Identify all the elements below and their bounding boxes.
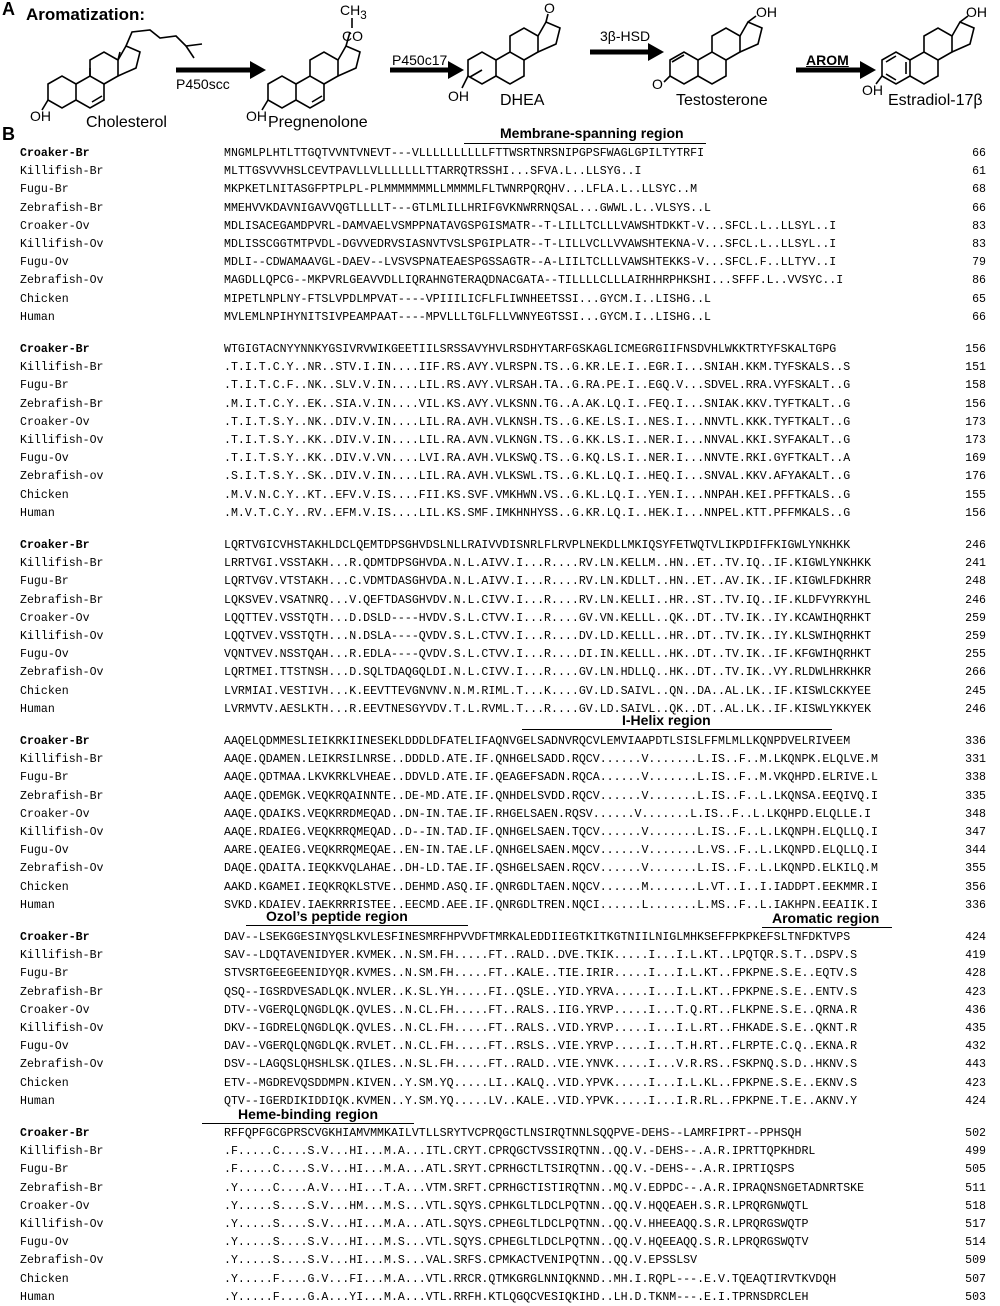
species-name: Fugu-Ov xyxy=(20,452,69,466)
residue-number: 246 xyxy=(965,539,986,552)
alignment-row xyxy=(0,1003,1000,1019)
residue-number: 246 xyxy=(965,702,986,716)
species-name: Zebrafish-Br xyxy=(20,789,104,803)
species-name: Fugu-Ov xyxy=(20,648,69,662)
residue-number: 424 xyxy=(965,931,986,944)
alignment-row xyxy=(0,966,1000,982)
alignment-row xyxy=(0,574,1000,590)
alignment-row xyxy=(0,985,1000,1001)
species-name: Zebrafish-Br xyxy=(20,397,104,411)
residue-number: 169 xyxy=(965,452,986,466)
sequence: MLTTGSVVVHSLCEVTPAVLLVLLLLLLLTTARRQTRSSHI...SFVA.L..LLSYG..I xyxy=(224,165,642,179)
species-name: Fugu-Ov xyxy=(20,844,69,858)
estradiol-structure xyxy=(876,16,974,84)
species-name: Fugu-Br xyxy=(20,379,69,393)
aromatization-title: Aromatization: xyxy=(26,5,145,24)
heme-region-label: Heme-binding region xyxy=(238,1106,378,1122)
residue-number: 176 xyxy=(965,470,986,484)
sequence: AARE.QEAIEG.VEQKRRQMEQAE..EN-IN.TAE.LF.QNHGELSAEN.MQCV......V.......L.VS..F..L.LKQNPD.ELQLLQ.I xyxy=(224,844,878,858)
estradiol-label: Estradiol-17β xyxy=(888,92,983,109)
species-name: Zebrafish-Ov xyxy=(20,666,104,680)
sequence: .T.I.T.C.F..NK..SLV.V.IN....LIL.RS.AVY.VLRSAH.TA..G.RA.PE.I..EGQ.V...SDVEL.RRA.VYFSKALT..G xyxy=(224,379,851,393)
species-name: Killifish-Br xyxy=(20,557,104,571)
species-name: Croaker-Ov xyxy=(20,1199,90,1213)
sequence: AAQE.QDEMGK.VEQKRQAINNTE..DE-MD.ATE.IF.QNHDELSVDD.RQCV......V.......L.IS..F..L.LKQNSA.EEQIVQ.I xyxy=(224,789,878,803)
residue-number: 173 xyxy=(965,415,986,429)
residue-number: 503 xyxy=(965,1290,986,1304)
sequence: .M.V.T.C.Y..RV..EFM.V.IS....LIL.KS.SMF.IMKHNHYSS..G.KR.LQ.I..HEK.I...NNPEL.KTT.PFFMKALS..G xyxy=(224,506,851,520)
aromatic-region-bar xyxy=(762,927,892,928)
residue-number: 419 xyxy=(965,949,986,963)
species-name: Killifish-Ov xyxy=(20,434,104,447)
species-name: Fugu-Ov xyxy=(20,1236,69,1250)
sequence: VQNTVEV.NSSTQAH...R.EDLA----QVDV.S.L.CTVV.I...R....DI.IN.KELLL..HK..DT..TV.IK..IF.KFGWIHQRHKT xyxy=(224,648,872,662)
alignment-row xyxy=(0,647,1000,663)
sequence: .M.I.T.C.Y..EK..SIA.V.IN....VIL.KS.AVY.VLKSNN.TG..A.AK.LQ.I..FEQ.I...SNIAK.KKV.TYFTKALT..G xyxy=(224,397,851,411)
alignment-row xyxy=(0,451,1000,467)
residue-number: 348 xyxy=(965,807,986,821)
species-name: Fugu-Br xyxy=(20,771,69,785)
species-name: Zebrafish-Ov xyxy=(20,1254,104,1268)
sequence: MVLEMLNPIHYNITSIVPEAMPAAT----MPVLLLTGLFLLVWNYEGTSSI...GYCM.I..LISHG..L xyxy=(224,310,712,324)
alignment-row xyxy=(0,770,1000,786)
residue-number: 68 xyxy=(972,183,986,197)
testosterone-structure xyxy=(664,16,762,84)
sequence: SVKD.KDAIEV.IAEKRRRISTEE..EECMD.AEE.IF.QNRGDLTREN.NQCI......L.......L.MS..F..L.IAKHPN.EEAIIK.I xyxy=(224,898,878,912)
alignment-row xyxy=(0,1253,1000,1269)
sequence: DKV--IGDRELQNGDLQK.QVLES..N.CL.FH.....FT..RALS..VID.YRVP.....I...I.L.RT..FHKADE.S.E..QKNT.R xyxy=(224,1022,858,1035)
species-name: Killifish-Ov xyxy=(20,630,104,643)
sequence: SAV--LDQTAVENIDYER.KVMEK..N.SM.FH.....FT..RALD..DVE.TKIK.....I...I.L.KT..LPQTQR.S.T..DSPV.S xyxy=(224,949,858,963)
residue-number: 151 xyxy=(965,361,986,375)
residue-number: 66 xyxy=(972,147,986,160)
testosterone-o: O xyxy=(652,76,663,92)
species-name: Croaker-Ov xyxy=(20,415,90,429)
alignment-row xyxy=(0,255,1000,271)
residue-number: 173 xyxy=(965,434,986,447)
sequence: .T.I.T.S.Y..KK..DIV.V.VN....LVI.RA.AVH.VLKSWQ.TS..G.KQ.LS.I..NER.I...NNVTE.RKI.GYFTKALT..A xyxy=(224,452,851,466)
heme-region-bar xyxy=(202,1123,414,1124)
species-name: Killifish-Br xyxy=(20,753,104,767)
dhea-oh: OH xyxy=(448,88,469,104)
ozol-region-bar xyxy=(246,925,468,926)
dhea-structure xyxy=(462,14,560,88)
species-name: Zebrafish-Br xyxy=(20,593,104,607)
alignment-row xyxy=(0,415,1000,431)
residue-number: 355 xyxy=(965,862,986,876)
sequence: .Y.....F....G.A...YI...M.A...VTL.RRFH.KTLQGQCVESIQKIHD..LH.D.TKNM---.E.I.TPRNSDRCLEH xyxy=(224,1290,809,1304)
species-name: Croaker-Br xyxy=(20,147,90,160)
panel-a-label: A xyxy=(2,0,15,19)
residue-number: 511 xyxy=(965,1181,986,1195)
sequence: DAV--VGERQLQNGDLQK.RVLET..N.CL.FH.....FT..RSLS..VIE.YRVP.....I...T.H.RT..FLRPTE.C.Q..EKNA.R xyxy=(224,1040,858,1054)
alignment-row xyxy=(0,1162,1000,1178)
alignment-row xyxy=(0,1181,1000,1197)
alignment-row xyxy=(0,1199,1000,1215)
alignment-row xyxy=(0,360,1000,376)
residue-number: 336 xyxy=(965,735,986,748)
arom-label: AROM xyxy=(806,52,849,68)
residue-number: 331 xyxy=(965,753,986,767)
species-name: Killifish-Ov xyxy=(20,826,104,839)
residue-number: 423 xyxy=(965,1076,986,1090)
alignment-row xyxy=(0,861,1000,877)
residue-number: 517 xyxy=(965,1218,986,1231)
ozol-region-label: Ozol’s peptide region xyxy=(266,908,408,924)
sequence: .Y.....F....G.V...FI...M.A...VTL.RRCR.QTMKGRGLNNIQKNND..MH.I.RQPL---.E.V.TQEAQTIRVTKVDQH xyxy=(224,1272,837,1286)
species-name: Croaker-Ov xyxy=(20,219,90,233)
species-name: Chicken xyxy=(20,292,69,306)
alignment-row xyxy=(0,273,1000,289)
estradiol-oh-3: OH xyxy=(862,82,883,98)
residue-number: 255 xyxy=(965,648,986,662)
residue-number: 432 xyxy=(965,1040,986,1054)
species-name: Fugu-Br xyxy=(20,575,69,589)
alignment-row xyxy=(0,1290,1000,1306)
residue-number: 428 xyxy=(965,967,986,981)
residue-number: 347 xyxy=(965,826,986,839)
alignment-row xyxy=(0,789,1000,805)
species-name: Killifish-Br xyxy=(20,949,104,963)
species-name: Fugu-Br xyxy=(20,183,69,197)
residue-number: 248 xyxy=(965,575,986,589)
p450scc-label: P450scc xyxy=(176,76,230,92)
sequence: MNGMLPLHTLTTGQTVVNTVNEVT---VLLLLLLLLLLFTTWSRTNRSNIPGPSFWAGLGPILTYTRFI xyxy=(224,147,705,160)
residue-number: 83 xyxy=(972,238,986,251)
species-name: Croaker-Ov xyxy=(20,611,90,625)
alignment-row xyxy=(0,1217,1000,1233)
sequence: LQRTMEI.TTSTNSH...D.SQLTDAQGQLDI.N.L.CIVV.I...R....GV.LN.HDLLQ..HK..DT..TV.IK..VY.RLDWLHRKHKR xyxy=(224,666,872,680)
alignment-row xyxy=(0,237,1000,253)
ihelix-region-bar xyxy=(522,729,832,730)
sequence: LQQTVEV.VSSTQTH...N.DSLA----QVDV.S.L.CTVV.I...R....DV.LD.KELLL..HR..DT..TV.IK..IY.KLSWIHQRHKT xyxy=(224,630,872,643)
species-name: Zebrafish-Br xyxy=(20,1181,104,1195)
sequence: .F.....C....S.V...HI...M.A...ATL.SRYT.CPRHGCTLTSIRQTNN..QQ.V.-DEHS--.A.R.IPRTIQSPS xyxy=(224,1163,795,1177)
sequence: AAQELQDMMESLIEIKRKIINESEKLDDDLDFATELIFAQNVGELSADNVRQCVLEMVIAAPDTLSISLFFMLMLLKQNPDVELRIVEEM xyxy=(224,735,851,748)
membrane-region-label: Membrane-spanning region xyxy=(500,125,684,141)
pregnenolone-ch xyxy=(340,2,367,22)
residue-number: 155 xyxy=(965,488,986,502)
sequence: QTV--IGERDIKIDDIQK.KVMEN..Y.SM.YQ.....LV..KALE..VID.YPVK.....I...I.R.RL..FPKPNE.T.E..AKNV.Y xyxy=(224,1094,858,1108)
alignment-row xyxy=(0,146,1000,162)
species-name: Zebrafish-ov xyxy=(20,470,104,484)
alignment-row xyxy=(0,433,1000,449)
sequence: .F.....C....S.V...HI...M.A...ITL.CRYT.CPRQGCTVSSIRQTNN..QQ.V.-DEHS--.A.R.IPRTTQPKHDRL xyxy=(224,1145,816,1159)
alignment-row xyxy=(0,629,1000,645)
alignment-row xyxy=(0,930,1000,946)
residue-number: 66 xyxy=(972,310,986,324)
sequence: MMEHVVKDAVNIGAVVQGTLLLLT---GTLMLILLHRIFGVKNWRRNQSAL...GWWL.L..VLSYS..L xyxy=(224,201,712,215)
residue-number: 241 xyxy=(965,557,986,571)
residue-number: 61 xyxy=(972,165,986,179)
alignment-row xyxy=(0,843,1000,859)
alignment-row xyxy=(0,948,1000,964)
residue-number: 424 xyxy=(965,1094,986,1108)
sequence: AAQE.QDAMEN.LEIKRSILNRSE..DDDLD.ATE.IF.QNHGELSADD.RQCV......V.......L.IS..F..M.LKQNPK.ELQLVE.M xyxy=(224,753,878,767)
dhea-label: DHEA xyxy=(500,92,545,109)
alignment-row xyxy=(0,538,1000,554)
species-name: Zebrafish-Ov xyxy=(20,274,104,288)
sequence: MIPETLNPLNY-FTSLVPDLMPVAT----VPIIILICFLFLIWNHEETSSI...GYCM.I..LISHG..L xyxy=(224,292,712,306)
residue-number: 443 xyxy=(965,1058,986,1072)
residue-number: 156 xyxy=(965,343,986,356)
species-name: Fugu-Br xyxy=(20,967,69,981)
alignment-row xyxy=(0,611,1000,627)
sequence: AAQE.QDAIKS.VEQKRRDMEQAD..DN-IN.TAE.IF.RHGELSAEN.RQSV......V.......L.IS..F..L.LKQHPD.ELQLLE.I xyxy=(224,807,872,821)
species-name: Killifish-Ov xyxy=(20,1022,104,1035)
species-name: Croaker-Br xyxy=(20,931,90,944)
sequence: DSV--LAGQSLQHSHLSK.QILES..N.SL.FH.....FT..RALD..VIE.YNVK.....I...V.R.RS..FSKPNQ.S.D..HKNV.S xyxy=(224,1058,858,1072)
alignment-row xyxy=(0,1039,1000,1055)
pregnenolone-oh: OH xyxy=(246,108,267,124)
species-name: Chicken xyxy=(20,684,69,698)
species-name: Killifish-Ov xyxy=(20,238,104,251)
residue-number: 259 xyxy=(965,611,986,625)
sequence: AAQE.RDAIEG.VEQKRRQMEQAD..D--IN.TAD.IF.QNHGELSAEN.TQCV......V.......L.IS..F..L.LKQNPH.ELQLLQ.I xyxy=(224,826,878,839)
pregnenolone-co: CO xyxy=(342,28,363,44)
species-name: Human xyxy=(20,1094,55,1108)
residue-number: 336 xyxy=(965,898,986,912)
alignment-row xyxy=(0,488,1000,504)
alignment-row xyxy=(0,825,1000,841)
testosterone-oh: OH xyxy=(756,4,777,20)
sequence: LRRTVGI.VSSTAKH...R.QDMTDPSGHVDA.N.L.AIVV.I...R....RV.LN.KELLM..HN..ET..TV.IQ..IF.KIGWLYNKHKK xyxy=(224,557,872,571)
species-name: Croaker-Br xyxy=(20,1127,90,1140)
sequence: .Y.....S....S.V...HI...M.A...ATL.SQYS.CPHEGLTLDCLPQTNN..QQ.V.HHEEAQQ.S.R.LPRQRGSWQTP xyxy=(224,1218,809,1231)
species-name: Killifish-Br xyxy=(20,361,104,375)
p450c17-label: P450c17 xyxy=(392,52,448,68)
ihelix-region-label: I-Helix region xyxy=(622,712,711,728)
sequence: .T.I.T.S.Y..KK..DIV.V.IN....LIL.RA.AVN.VLKNGN.TS..G.KK.LS.I..NER.I...NNVAL.KKI.SYFAKALT..G xyxy=(224,434,851,447)
sequence: DTV--VGERQLQNGDLQK.QVLES..N.CL.FH.....FT..RALS..IIG.YRVP.....I...T.Q.RT..FLKPNE.S.E..QRNA.R xyxy=(224,1003,858,1017)
alignment-row xyxy=(0,1235,1000,1251)
sequence: MDLISACEGAMDPVRL-DAMVAELVSMPPNATAVGSPGISMATR--T-LILLTCLLLVAWSHTDKKT-V...SFCL.L..LLSYL..I xyxy=(224,219,837,233)
cholesterol-oh: OH xyxy=(30,108,51,124)
alignment-row xyxy=(0,292,1000,308)
species-name: Croaker-Ov xyxy=(20,807,90,821)
alignment-row xyxy=(0,556,1000,572)
alignment-row xyxy=(0,310,1000,326)
alignment-row xyxy=(0,201,1000,217)
alignment-row xyxy=(0,880,1000,896)
alignment-row xyxy=(0,684,1000,700)
alignment-row xyxy=(0,734,1000,750)
residue-number: 65 xyxy=(972,292,986,306)
estradiol-oh-17: OH xyxy=(966,4,987,20)
residue-number: 338 xyxy=(965,771,986,785)
sequence: .T.I.T.S.Y..NK..DIV.V.IN....LIL.RA.AVH.VLKNSH.TS..G.KE.LS.I..NES.I...NNVTL.KKK.TYFTKALT..G xyxy=(224,415,851,429)
species-name: Human xyxy=(20,898,55,912)
sequence: STVSRTGEEGEENIDYQR.KVMES..N.SM.FH.....FT..KALE..TIE.IRIR.....I...I.L.KT..FPKPNE.S.E..EQTV.S xyxy=(224,967,858,981)
ch-subscript: 3 xyxy=(360,8,367,22)
pregnenolone-label: Pregnenolone xyxy=(268,114,368,131)
sequence: MKPKETLNITASGFPTPLPL-PLMMMMMMMLLMMMMLFLTWNRPQRQHV...LFLA.L..LLSYC..M xyxy=(224,183,698,197)
sequence: LQRTVGV.VTSTAKH...C.VDMTDASGHVDA.N.L.AIVV.I...R....RV.LN.KDLLT..HN..ET..AV.IK..IF.KIGWLFDKHRR xyxy=(224,575,872,589)
residue-number: 423 xyxy=(965,985,986,999)
alignment-row xyxy=(0,898,1000,914)
species-name: Chicken xyxy=(20,880,69,894)
species-name: Croaker-Br xyxy=(20,343,90,356)
alignment-row xyxy=(0,342,1000,358)
residue-number: 335 xyxy=(965,789,986,803)
sequence: .Y.....S....S.V...HM...M.S...VTL.SQYS.CPHKGLTLDCLPQTNN..QQ.V.HQQEAEH.S.R.LPRQRGNWQTL xyxy=(224,1199,809,1213)
alignment-row xyxy=(0,1076,1000,1092)
residue-number: 435 xyxy=(965,1022,986,1035)
species-name: Croaker-Br xyxy=(20,539,90,552)
species-name: Human xyxy=(20,1290,55,1304)
alignment-row xyxy=(0,665,1000,681)
species-name: Croaker-Br xyxy=(20,735,90,748)
sequence: DAQE.QDAITA.IEQKKVQLAHAE..DH-LD.TAE.IF.QSHGELSAEN.RQCV......V.......L.IS..F..L.LKQNPD.ELKILQ.M xyxy=(224,862,878,876)
species-name: Chicken xyxy=(20,488,69,502)
alignment-row xyxy=(0,1021,1000,1037)
alignment-row xyxy=(0,807,1000,823)
sequence: LQKSVEV.VSATNRQ...V.QEFTDASGHVDV.N.L.CIVV.I...R....RV.LN.KELLI..HR..ST..TV.IQ..IF.KLDFVYRKYHL xyxy=(224,593,872,607)
residue-number: 436 xyxy=(965,1003,986,1017)
dhea-o: O xyxy=(544,0,555,16)
testosterone-label: Testosterone xyxy=(676,92,768,109)
sequence: .Y.....C....A.V...HI...T.A...VTM.SRFT.CPRHGCTISTIRQTNN..MQ.V.EDPDC--.A.R.IPRAQNSNGETADNRTSKE xyxy=(224,1181,865,1195)
sequence: .Y.....S....S.V...HI...M.S...VTL.SQYS.CPHEGLTLDCLPQTNN..QQ.V.HQEEAQQ.S.R.LPRQRGSWQTV xyxy=(224,1236,809,1250)
residue-number: 266 xyxy=(965,666,986,680)
sequence: RFFQPFGCGPRSCVGKHIAMVMMKAILVTLLSRYTVCPRQGCTLNSIRQTNNLSQQPVE-DEHS--LAMRFIPRT--PPHSQH xyxy=(224,1127,802,1140)
residue-number: 499 xyxy=(965,1145,986,1159)
sequence: MAGDLLQPCG--MKPVRLGEAVVDLLIQRAHNGTERAQDNACGATA--TILLLLCLLLAIRHHRPHKSHI...SFFF.L..VVSYC..I xyxy=(224,274,844,288)
residue-number: 344 xyxy=(965,844,986,858)
species-name: Chicken xyxy=(20,1272,69,1286)
species-name: Killifish-Ov xyxy=(20,1218,104,1231)
species-name: Zebrafish-Br xyxy=(20,201,104,215)
alignment-row xyxy=(0,397,1000,413)
species-name: Zebrafish-Br xyxy=(20,985,104,999)
species-name: Human xyxy=(20,310,55,324)
species-name: Fugu-Ov xyxy=(20,1040,69,1054)
species-name: Fugu-Ov xyxy=(20,256,69,270)
sequence: MDLI--CDWAMAAVGL-DAEV--LVSVSPNATEAESPGSSAGTR--A-LIILTCLLLVAWSHTEKKS-V...SFCL.F..LLTYV..I xyxy=(224,256,837,270)
residue-number: 246 xyxy=(965,593,986,607)
residue-number: 66 xyxy=(972,201,986,215)
species-name: Croaker-Ov xyxy=(20,1003,90,1017)
residue-number: 245 xyxy=(965,684,986,698)
alignment-row xyxy=(0,219,1000,235)
sequence: .Y.....S....S.V...HI...M.S...VAL.SRFS.CPMKACTVENIPQTNN..QQ.V.EPSSLSV xyxy=(224,1254,698,1268)
sequence: .T.I.T.C.Y..NR..STV.I.IN....IIF.RS.AVY.VLRSPN.TS..G.KR.LE.I..EGR.I...SNIAH.KKM.TYFSKALS..S xyxy=(224,361,851,375)
sequence: DAV--LSEKGGESINYQSLKVLESFINESMRFHPVVDFTMRKALEDDIIEGTKITKGTNIILNIGLMHKSEFFPKPKEFSLTNFDKTVPS xyxy=(224,931,851,944)
residue-number: 502 xyxy=(965,1127,986,1140)
alignment-row xyxy=(0,164,1000,180)
species-name: Human xyxy=(20,702,55,716)
residue-number: 518 xyxy=(965,1199,986,1213)
cholesterol-label: Cholesterol xyxy=(86,114,167,131)
species-name: Killifish-Br xyxy=(20,1145,104,1159)
sequence: .S.I.T.S.Y..SK..DIV.V.IN....LIL.RA.AVH.VLKSWL.TS..G.KL.LQ.I..HEQ.I...SNVAL.KKV.AFYAKALT..G xyxy=(224,470,851,484)
sequence: WTGIGTACNYYNNKYGSIVRVWIKGEETIILSRSSAVYHVLRSDHYTARFGSKAGLICMEGRGIIFNSDVHLWKKTRTYFSKALTGPG xyxy=(224,343,837,356)
alignment-row xyxy=(0,469,1000,485)
residue-number: 158 xyxy=(965,379,986,393)
residue-number: 79 xyxy=(972,256,986,270)
alignment-row xyxy=(0,1057,1000,1073)
residue-number: 156 xyxy=(965,506,986,520)
residue-number: 514 xyxy=(965,1236,986,1250)
sequence: ETV--MGDREVQSDDMPN.KIVEN..Y.SM.YQ.....LI..KALQ..VID.YPVK.....I...I.L.KL..FPKPNE.S.E..EKNV.S xyxy=(224,1076,858,1090)
species-name: Killifish-Br xyxy=(20,165,104,179)
alignment-row xyxy=(0,1144,1000,1160)
residue-number: 156 xyxy=(965,397,986,411)
alignment-row xyxy=(0,593,1000,609)
species-name: Chicken xyxy=(20,1076,69,1090)
sequence: MDLISSCGGTMTPVDL-DGVVEDRVSIASNVTVSLSPGIPLATR--T-LILLVCLLVVAWSHTEKNA-V...SFCL.L..LLSYL..I xyxy=(224,238,837,251)
alignment-row xyxy=(0,1272,1000,1288)
alignment-row xyxy=(0,702,1000,718)
residue-number: 505 xyxy=(965,1163,986,1177)
alignment-row xyxy=(0,182,1000,198)
sequence: AAQE.QDTMAA.LKVKRKLVHEAE..DDVLD.ATE.IF.QEAGEFSADN.RQCA......V.......L.IS..F..M.VKQHPD.ELRIVE.L xyxy=(224,771,878,785)
sequence: LVRMIAI.VESTIVH...K.EEVTTEVGNVNV.N.M.RIML.T...K....GV.LD.SAIVL..QN..DA..AL.LK..IF.KISWLCKKYEE xyxy=(224,684,872,698)
panel-b-label: B xyxy=(2,124,15,144)
sequence: AAKD.KGAMEI.IEQKRQKLSTVE..DEHMD.ASQ.IF.QNRGDLTAEN.NQCV......M.......L.VT..I..I.IADDPT.EEKMMR.I xyxy=(224,880,878,894)
alignment-row xyxy=(0,1094,1000,1110)
alignment-row xyxy=(0,506,1000,522)
residue-number: 507 xyxy=(965,1272,986,1286)
residue-number: 356 xyxy=(965,880,986,894)
sequence: .M.V.N.C.Y..KT..EFV.V.IS....FII.KS.SVF.VMKHWN.VS..G.KL.LQ.I..YEN.I...NNPAH.KEI.PFFTKALS..G xyxy=(224,488,851,502)
species-name: Zebrafish-Ov xyxy=(20,1058,104,1072)
alignment-row xyxy=(0,752,1000,768)
species-name: Zebrafish-Ov xyxy=(20,862,104,876)
sequence: LQRTVGICVHSTAKHLDCLQEMTDPSGHVDSLNLLRAIVVDISNRLFLRVPLNEKDLLMKIQSYFETWQTVLIKPDIFFKIGWLYNKHKK xyxy=(224,539,851,552)
membrane-region-bar xyxy=(464,143,706,144)
alignment-row xyxy=(0,1126,1000,1142)
aromatic-region-label: Aromatic region xyxy=(772,910,880,926)
sequence: QSQ--IGSRDVESADLQK.NVLER..K.SL.YH.....FI..QSLE..YID.YRVA.....I...I.L.KT..FPKPNE.S.E..ENTV.S xyxy=(224,985,858,999)
residue-number: 509 xyxy=(965,1254,986,1268)
sequence: LQQTTEV.VSSTQTH...D.DSLD----HVDV.S.L.CTVV.I...R....GV.VN.KELLL..QK..DT..TV.IK..IY.KCAWIHQRHKT xyxy=(224,611,872,625)
species-name: Human xyxy=(20,506,55,520)
alignment-row xyxy=(0,378,1000,394)
sequence: LVRMVTV.AESLKTH...R.EEVTNESGYVDV.T.L.RVML.T...R....GV.LD.SAIVL..QK..DT..AL.LK..IF.KISWLYKKYEK xyxy=(224,702,872,716)
ch-text: CH xyxy=(340,2,361,18)
residue-number: 83 xyxy=(972,219,986,233)
3b-hsd-label: 3β-HSD xyxy=(600,28,651,44)
residue-number: 259 xyxy=(965,630,986,643)
residue-number: 86 xyxy=(972,274,986,288)
species-name: Fugu-Br xyxy=(20,1163,69,1177)
